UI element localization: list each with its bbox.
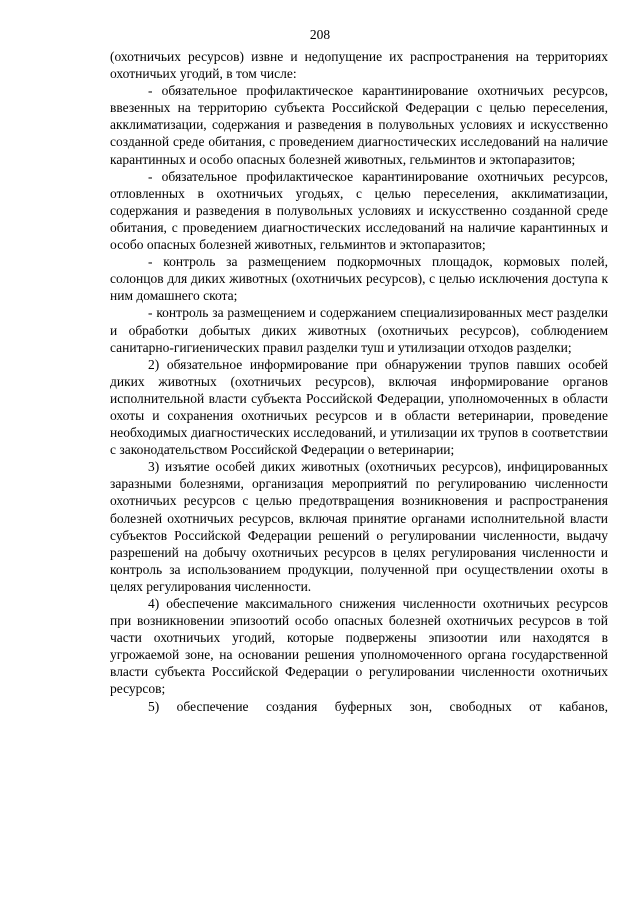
paragraph-item-2: 2) обязательное информирование при обнаружении трупов павших особей диких животных (охотничьих ресурсов), включая информирование органов исполнительной власти субъекта Российской Федерации, уполномоченных в области охоты и сохранения охотничьих ресурсов и в области ветеринарии, проведение необходимых диагностических исследований, и утилизации их трупов в соответствии с законодательством Российской Федерации о ветеринарии; bbox=[110, 356, 608, 458]
paragraph-item-4: 4) обеспечение максимального снижения численности охотничьих ресурсов при возникновении эпизоотий особо опасных болезней охотничьих ресурсов в той части охотничьих угодий, которые подвержены эпизоотии или находятся в угрожаемой зоне, на основании решения уполномоченного органа государственной власти субъекта Российской Федерации о регулировании численности охотничьих ресурсов; bbox=[110, 596, 608, 697]
paragraph-butchering-sites-control: - контроль за размещением и содержанием специализированных мест разделки и обработки добытых диких животных (охотничьих ресурсов), соблюдением санитарно-гигиенических правил разделки туш и утилизации отходов разделки; bbox=[110, 305, 608, 355]
paragraph-item-5: 5) обеспечение создания буферных зон, свободных от кабанов, bbox=[148, 698, 608, 714]
paragraph-feeding-sites-control: - контроль за размещением подкормочных площадок, кормовых полей, солонцов для диких животных (охотничьих ресурсов), с целью исключения доступа к ним домашнего скота; bbox=[110, 254, 608, 304]
page-number: 208 bbox=[309, 27, 331, 42]
paragraph-quarantine-captured: - обязательное профилактическое карантинирование охотничьих ресурсов, отловленных в охотничьих угодьях, с целью переселения, акклиматизации, содержания и разведения в полувольных условиях и искусственно созданной среде обитания, с проведением диагностических исследований на наличие карантинных и особо опасных болезней животных, гельминтов и эктопаразитов; bbox=[110, 168, 608, 253]
paragraph-intro: (охотничьих ресурсов) извне и недопущение их распространения на территориях охотничьих угодий, в том числе: bbox=[110, 49, 608, 82]
paragraph-item-3: 3) изъятие особей диких животных (охотничьих ресурсов), инфицированных заразными болезнями, организация мероприятий по регулированию численности охотничьих ресурсов с целью предотвращения возникновения и распространения болезней охотничьих ресурсов, включая принятие органами исполнительной власти субъектов Российской Федерации решений о регулировании численности, выдачу разрешений на добычу охотничьих ресурсов в целях регулирования численности и контроль за использованием продукции, полученной при осуществлении охоты в целях регулирования численности. bbox=[110, 459, 608, 594]
paragraph-quarantine-imported: - обязательное профилактическое карантинирование охотничьих ресурсов, ввезенных на территорию субъекта Российской Федерации с целью переселения, акклиматизации, содержания и разведения в полувольных условиях и искусственно созданной среде обитания, с проведением диагностических исследований на наличие карантинных и особо опасных болезней животных, гельминтов и эктопаразитов; bbox=[110, 83, 608, 167]
document-body bbox=[110, 48, 608, 715]
